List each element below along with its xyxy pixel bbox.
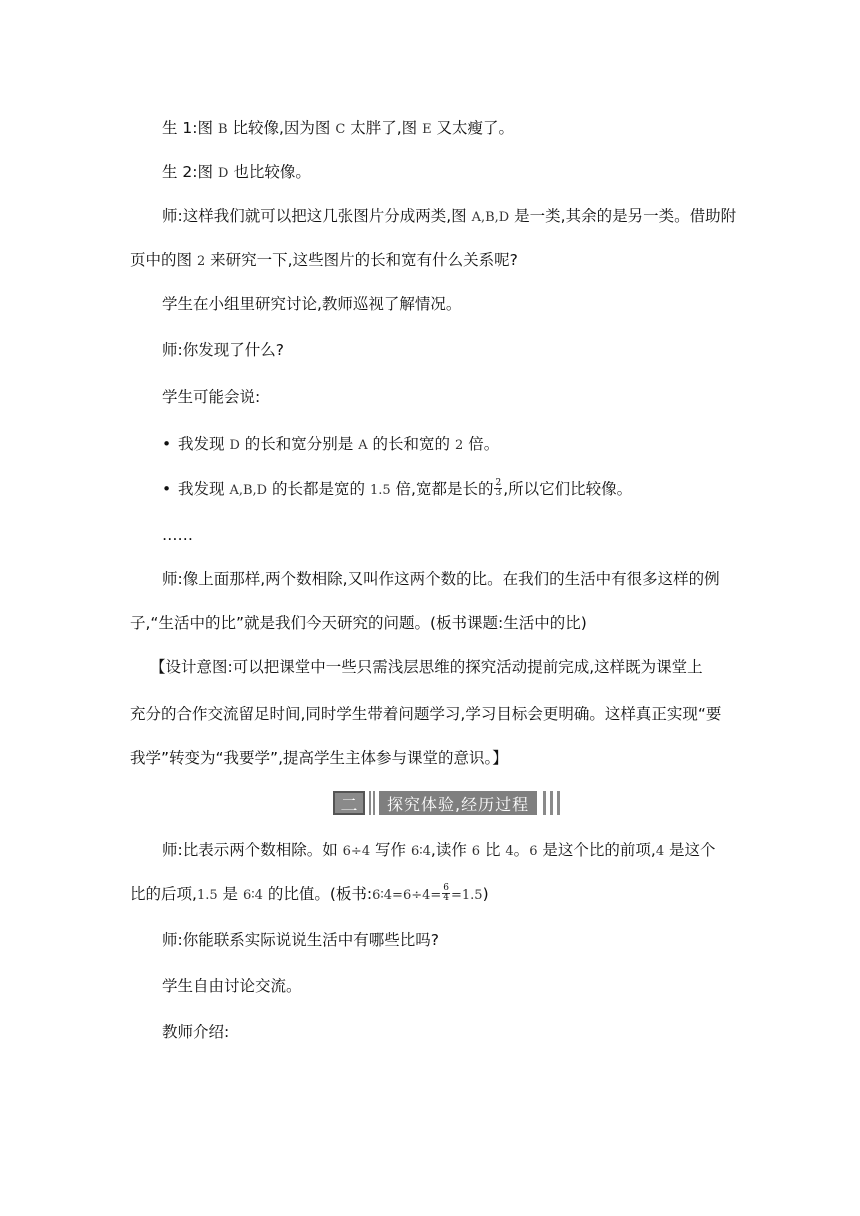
- text: 的长都是宽的: [267, 480, 370, 498]
- paragraph-teacher-intro: [162, 1021, 782, 1043]
- text: 师:你发现了什么?: [162, 341, 284, 359]
- design-intent-line-1: [150, 656, 770, 678]
- text: 6: [529, 844, 538, 859]
- section-number: 二: [333, 791, 365, 815]
- text: 2: [454, 438, 464, 453]
- text: 生 1:图: [162, 119, 218, 137]
- text: 4: [505, 844, 514, 859]
- text: 师:比表示两个数相除。如: [162, 841, 343, 859]
- design-intent-line-3: [130, 747, 750, 769]
- text: 又太瘦了。: [431, 119, 514, 137]
- text: 师:这样我们就可以把这几张图片分成两类,图: [162, 207, 472, 225]
- text: B: [217, 122, 228, 137]
- fraction: [442, 884, 450, 903]
- text: ,所以它们比较像。: [503, 480, 633, 498]
- paragraph-teacher-1: [162, 205, 782, 227]
- text: 6∶4: [242, 888, 263, 903]
- paragraph-student-1: [162, 117, 782, 139]
- decorative-bars: [369, 791, 375, 815]
- text: 比的后项,: [130, 885, 197, 903]
- text: 6∶4: [410, 844, 431, 859]
- text: 教师介绍:: [162, 1023, 230, 1041]
- text: 我发现: [178, 435, 230, 453]
- text: 6∶4=6÷4=: [372, 888, 442, 903]
- fraction-numerator: 6: [443, 883, 450, 893]
- text: D: [217, 166, 229, 181]
- text: 也比较像。: [228, 163, 311, 181]
- text: 1.5: [369, 483, 391, 498]
- text: 来研究一下,这些图片的长和宽有什么关系呢?: [205, 251, 518, 269]
- text: 倍,宽都是长的: [390, 480, 494, 498]
- paragraph-free-discussion: [162, 975, 782, 997]
- text: 的比值。(板书:: [262, 885, 373, 903]
- text: 写作: [370, 841, 411, 859]
- paragraph-student-2: [162, 161, 782, 183]
- text: 是这个: [664, 841, 716, 859]
- bullet-icon: •: [162, 480, 172, 498]
- text: A,B,D: [229, 483, 268, 498]
- text: =1.5: [451, 888, 483, 903]
- text: D: [229, 438, 240, 453]
- text: 学生可能会说:: [162, 388, 261, 406]
- text: 学生在小组里研究讨论,教师巡视了解情况。: [162, 295, 462, 313]
- text: A,B,D: [471, 210, 510, 225]
- bullet-item-2: [162, 478, 782, 500]
- text: 2: [196, 254, 206, 269]
- text: E: [422, 122, 432, 137]
- paragraph-teacher-4-cont: [130, 883, 750, 905]
- text: C: [335, 122, 346, 137]
- paragraph-teacher-3-cont: [130, 612, 750, 634]
- text: 是一类,其余的是另一类。借助附: [509, 207, 737, 225]
- design-intent-line-2: [130, 703, 750, 725]
- bullet-icon: •: [162, 435, 172, 453]
- text: 6÷4: [342, 844, 371, 859]
- text: 的长和宽分别是: [239, 435, 359, 453]
- text: 【设计意图:可以把课堂中一些只需浅层思维的探究活动提前完成,这样既为课堂上: [150, 658, 703, 676]
- text: 充分的合作交流留足时间,同时学生带着问题学习,学习目标会更明确。这样真正实现“要: [130, 705, 722, 723]
- text: 1.5: [196, 888, 218, 903]
- text: 6: [471, 844, 481, 859]
- text: 是这个比的前项,: [537, 841, 656, 859]
- text: 。: [513, 841, 530, 859]
- text: 比较像,因为图: [227, 119, 336, 137]
- text: ……: [162, 526, 193, 544]
- text: 子,“生活中的比”就是我们今天研究的问题。(板书课题:生活中的比): [130, 614, 587, 632]
- text: 师:你能联系实际说说生活中有哪些比吗?: [162, 931, 439, 949]
- paragraph-teacher-4: [162, 839, 782, 861]
- text: 的长和宽的: [367, 435, 455, 453]
- text: 我学”转变为“我要学”,提高学生主体参与课堂的意识。】: [130, 749, 508, 767]
- text: 比: [480, 841, 506, 859]
- text: 太胖了,图: [345, 119, 423, 137]
- text: 是: [217, 885, 243, 903]
- paragraph-teacher-3: [162, 568, 782, 590]
- text: A: [358, 438, 368, 453]
- text: 学生自由讨论交流。: [162, 977, 302, 995]
- text: 页中的图: [130, 251, 197, 269]
- bullet-item-1: [162, 433, 782, 455]
- section-title: 探究体验,经历过程: [379, 791, 537, 815]
- paragraph-discussion: [162, 293, 782, 315]
- paragraph-students-may-say: [162, 386, 782, 408]
- text: 4: [655, 844, 665, 859]
- fraction-denominator: 4: [443, 893, 450, 903]
- paragraph-teacher-5: [162, 929, 782, 951]
- fraction-numerator: 2: [495, 478, 502, 488]
- paragraph-teacher-2: [162, 339, 782, 361]
- paragraph-teacher-1-cont: [130, 249, 750, 271]
- text: ,读作: [430, 841, 472, 859]
- fraction: [494, 479, 502, 498]
- text: 倍。: [463, 435, 500, 453]
- decorative-bars: [543, 791, 560, 815]
- text: 师:像上面那样,两个数相除,又叫作这两个数的比。在我们的生活中有很多这样的例: [162, 570, 720, 588]
- text: 我发现: [178, 480, 230, 498]
- section-heading: [333, 791, 569, 815]
- text: 生 2:图: [162, 163, 218, 181]
- text: ): [482, 885, 489, 903]
- fraction-denominator: 3: [495, 488, 502, 498]
- ellipsis: [162, 524, 782, 546]
